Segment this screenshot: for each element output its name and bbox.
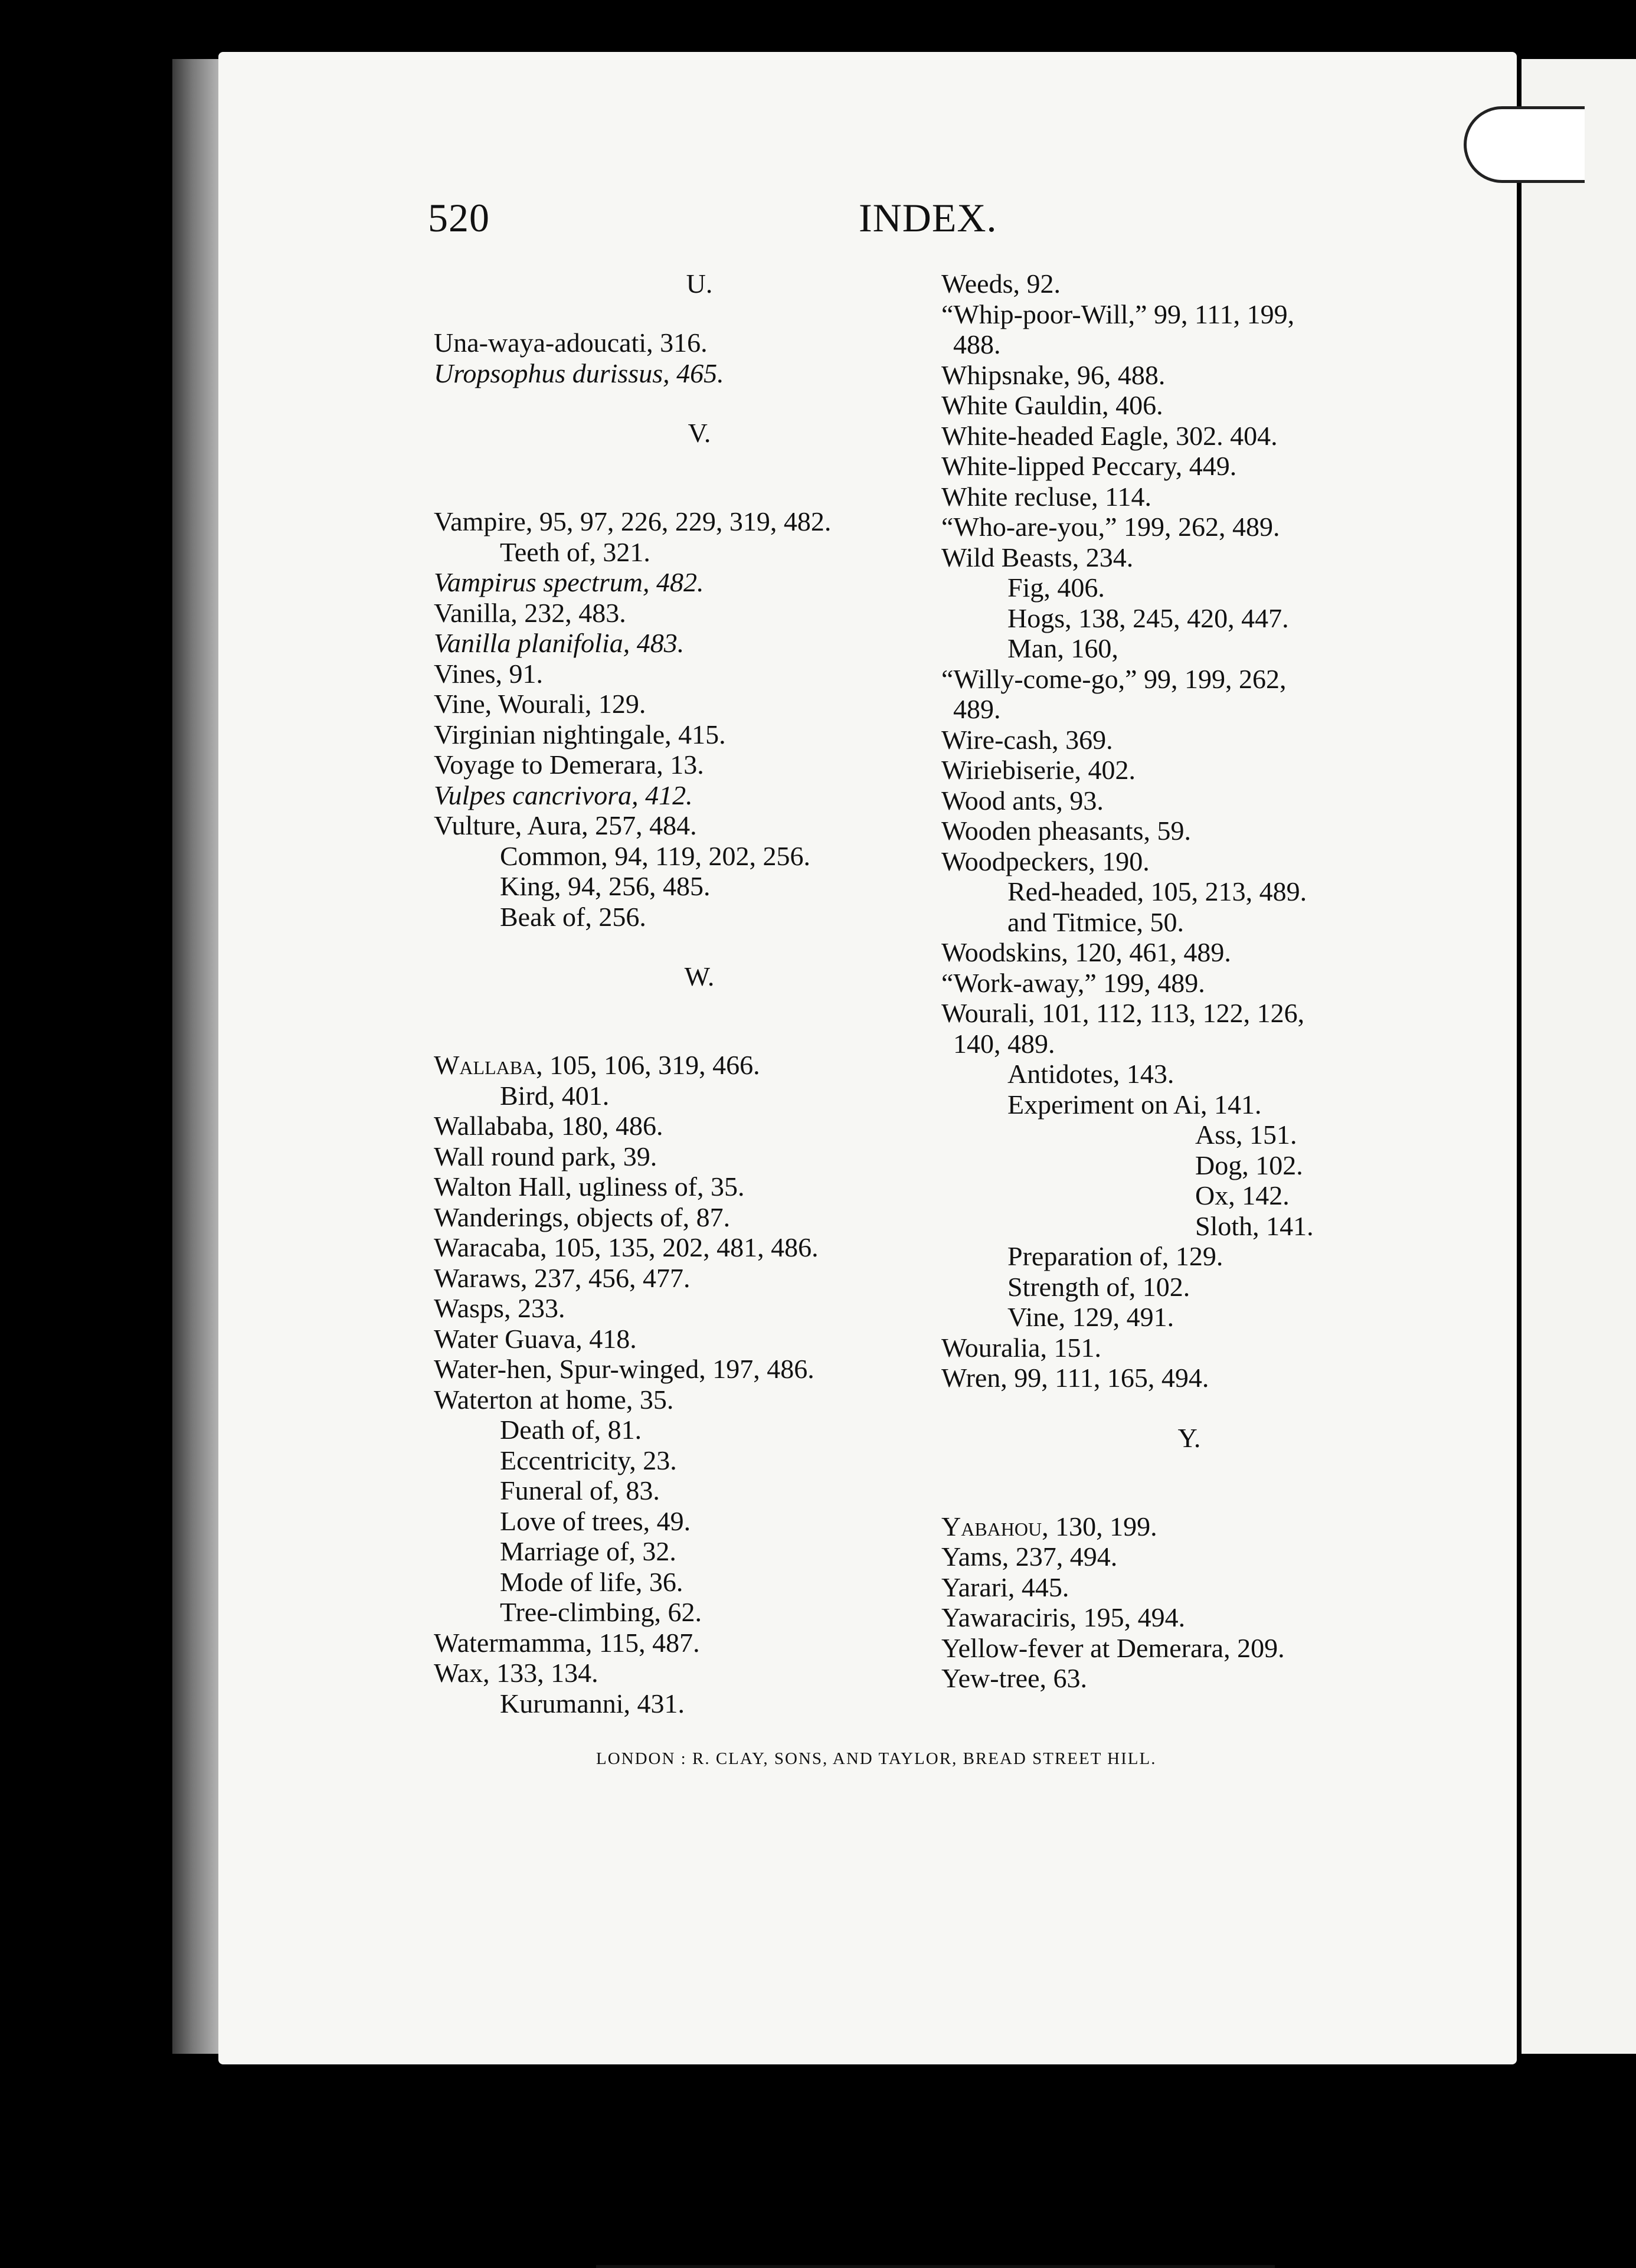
index-entry: Wallababa, 180, 486. [434, 1111, 663, 1141]
section-letter: U. [686, 269, 713, 299]
index-entry: Dog, 102. [1195, 1150, 1303, 1180]
printer-imprint: LONDON : R. CLAY, SONS, AND TAYLOR, BREAD STREET HILL. [596, 1749, 1157, 1768]
index-entry: Hogs, 138, 245, 420, 447. [1007, 603, 1289, 633]
index-entry: 489. [953, 694, 1001, 724]
index-entry: Vulpes cancrivora, 412. [434, 780, 693, 810]
index-entry: White-headed Eagle, 302. 404. [941, 420, 1278, 451]
index-entry: Wax, 133, 134. [434, 1658, 598, 1688]
index-entry: Yabahou, 130, 199. [941, 1511, 1157, 1542]
index-entry: Wild Beasts, 234. [941, 542, 1134, 572]
index-entry: Whipsnake, 96, 488. [941, 359, 1166, 390]
index-entry: Vanilla, 232, 483. [434, 597, 626, 628]
index-entry: “Willy-come-go,” 99, 199, 262, [941, 663, 1287, 694]
index-entry: and Titmice, 50. [1007, 906, 1185, 937]
footer-rule [596, 2265, 1275, 2268]
index-entry: White Gauldin, 406. [941, 390, 1163, 420]
index-entry: Preparation of, 129. [1007, 1241, 1223, 1271]
index-entry: Woodskins, 120, 461, 489. [941, 937, 1231, 967]
index-entry: Yams, 237, 494. [941, 1542, 1118, 1572]
index-entry: Red-headed, 105, 213, 489. [1007, 876, 1307, 906]
index-entry: “Whip-poor-Will,” 99, 111, 199, [941, 299, 1295, 329]
index-entry: Water Guava, 418. [434, 1323, 637, 1354]
running-title: INDEX. [859, 195, 997, 240]
index-entry: Strength of, 102. [1007, 1271, 1190, 1302]
index-entry: Wall round park, 39. [434, 1141, 657, 1171]
index-entry: Death of, 81. [500, 1415, 642, 1445]
index-entry: Uropsophus durissus, 465. [434, 358, 724, 388]
index-entry: Wiriebiserie, 402. [941, 755, 1136, 785]
index-entry: Woodpeckers, 190. [941, 846, 1150, 876]
index-entry: Love of trees, 49. [500, 1506, 691, 1536]
index-entry: White recluse, 114. [941, 481, 1151, 512]
index-entry: Ass, 151. [1195, 1120, 1297, 1150]
index-entry: Weeds, 92. [941, 269, 1061, 299]
index-entry: White-lipped Peccary, 449. [941, 451, 1237, 481]
index-entry: Wood ants, 93. [941, 785, 1104, 816]
index-entry: Common, 94, 119, 202, 256. [500, 840, 811, 871]
index-entry: Walton Hall, ugliness of, 35. [434, 1171, 745, 1202]
index-entry: Tree-climbing, 62. [500, 1597, 702, 1627]
index-entry: Teeth of, 321. [500, 536, 650, 567]
index-entry: Voyage to Demerara, 13. [434, 750, 704, 780]
index-entry: Vanilla planifolia, 483. [434, 628, 685, 658]
section-letter: W. [684, 961, 715, 991]
index-entry: Yew-tree, 63. [941, 1663, 1088, 1693]
page-curl [1464, 106, 1585, 183]
index-entry: Marriage of, 32. [500, 1536, 676, 1566]
index-entry: Wire-cash, 369. [941, 724, 1113, 755]
index-entry: Waracaba, 105, 135, 202, 481, 486. [434, 1232, 819, 1262]
index-entry: 140, 489. [953, 1028, 1055, 1059]
index-entry: Beak of, 256. [500, 901, 646, 932]
index-entry: Una-waya-adoucati, 316. [434, 328, 708, 358]
index-entry: Vampirus spectrum, 482. [434, 567, 704, 597]
index-entry: Yellow-fever at Demerara, 209. [941, 1632, 1285, 1663]
index-entry: Mode of life, 36. [500, 1566, 683, 1597]
index-entry: Yawaraciris, 195, 494. [941, 1602, 1186, 1632]
index-entry: Bird, 401. [500, 1080, 610, 1111]
index-entry: Vulture, Aura, 257, 484. [434, 810, 697, 840]
index-entry: Wouralia, 151. [941, 1332, 1101, 1363]
index-entry: Man, 160, [1007, 633, 1118, 663]
index-entry: Wooden pheasants, 59. [941, 816, 1191, 846]
index-column-right [941, 269, 1437, 1694]
section-letter: V. [688, 418, 711, 448]
index-entry: Antidotes, 143. [1007, 1059, 1174, 1089]
index-entry: Experiment on Ai, 141. [1007, 1089, 1262, 1120]
index-entry: King, 94, 256, 485. [500, 871, 711, 901]
index-entry: Wourali, 101, 112, 113, 122, 126, [941, 998, 1305, 1028]
index-entry: Ox, 142. [1195, 1180, 1290, 1210]
index-entry: Wren, 99, 111, 165, 494. [941, 1363, 1209, 1393]
facing-page-edge [1522, 59, 1636, 2054]
index-entry: Waterton at home, 35. [434, 1384, 674, 1415]
index-entry: Watermamma, 115, 487. [434, 1627, 700, 1658]
index-entry: “Work-away,” 199, 489. [941, 967, 1205, 998]
index-entry: Yarari, 445. [941, 1572, 1069, 1602]
index-entry: Vampire, 95, 97, 226, 229, 319, 482. [434, 506, 832, 536]
index-entry: Fig, 406. [1007, 572, 1105, 603]
index-entry: Water-hen, Spur-winged, 197, 486. [434, 1354, 814, 1384]
index-entry: Funeral of, 83. [500, 1475, 660, 1506]
index-entry: 488. [953, 329, 1001, 359]
index-entry: Eccentricity, 23. [500, 1445, 677, 1475]
index-column-left [434, 269, 965, 1719]
section-letter: Y. [1177, 1422, 1201, 1453]
index-entry: Wallaba, 105, 106, 319, 466. [434, 1050, 760, 1080]
page-number: 520 [428, 195, 490, 240]
index-entry: Virginian nightingale, 415. [434, 719, 726, 750]
index-entry: Vine, 129, 491. [1007, 1302, 1174, 1332]
index-entry: Wasps, 233. [434, 1293, 565, 1323]
index-entry: Sloth, 141. [1195, 1210, 1314, 1241]
index-entry: Vine, Wourali, 129. [434, 689, 646, 719]
index-entry: Kurumanni, 431. [500, 1688, 685, 1719]
index-entry: Wanderings, objects of, 87. [434, 1202, 731, 1232]
index-entry: Vines, 91. [434, 658, 544, 689]
index-entry: Waraws, 237, 456, 477. [434, 1262, 691, 1293]
index-entry: “Who-are-you,” 199, 262, 489. [941, 512, 1280, 542]
